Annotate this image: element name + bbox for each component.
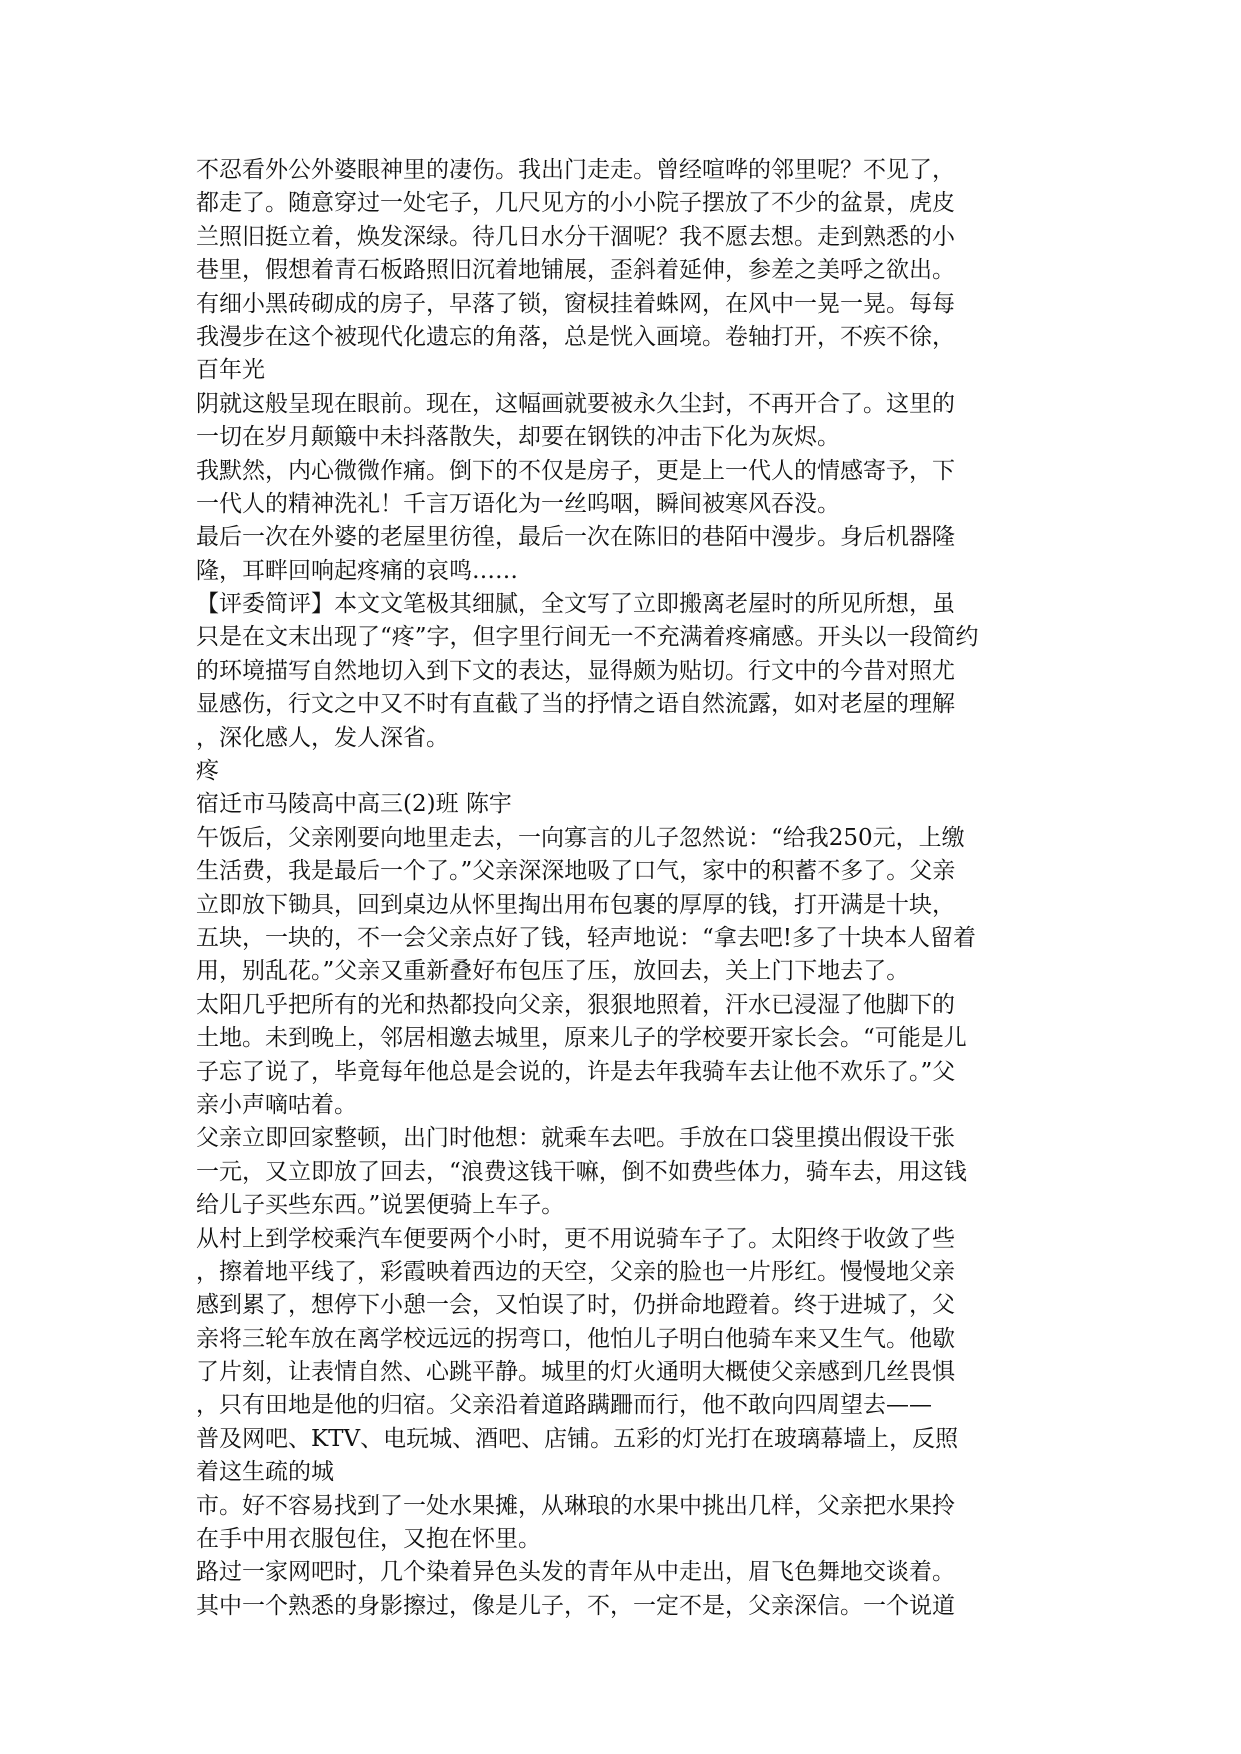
- text-line: 土地。未到晚上，邻居相邀去城里，原来儿子的学校要开家长会。“可能是儿: [196, 1025, 967, 1052]
- document-page: [196, 154, 1046, 1623]
- text-line: 巷里，假想着青石板路照旧沉着地铺展，歪斜着延伸，参差之美呼之欲出。: [196, 257, 955, 284]
- text-line: ，擦着地平线了，彩霞映着西边的天空，父亲的脸也一片彤红。慢慢地父亲: [196, 1258, 955, 1285]
- text-line: 阴就这般呈现在眼前。现在，这幅画就要被永久尘封，不再开合了。这里的: [196, 390, 955, 417]
- text-line: 一代人的精神洗礼！千言万语化为一丝呜咽，瞬间被寒风吞没。: [196, 490, 840, 517]
- text-line: 显感伤，行文之中又不时有直截了当的抒情之语自然流露，如对老屋的理解: [196, 691, 955, 718]
- text-line: 有细小黑砖砌成的房子，早落了锁，窗棂挂着蛛网，在风中一晃一晃。每每: [196, 290, 955, 317]
- text-line: ，只有田地是他的归宿。父亲沿着道路蹒跚而行，他不敢向四周望去——: [196, 1392, 932, 1419]
- text-line: 兰照旧挺立着，焕发深绿。待几日水分干涸呢？我不愿去想。走到熟悉的小: [196, 223, 955, 250]
- text-line: 在手中用衣服包住，又抱在怀里。: [196, 1526, 541, 1553]
- text-line: 其中一个熟悉的身影擦过，像是儿子，不，一定不是，父亲深信。一个说道: [196, 1592, 955, 1619]
- text-line: 生活费，我是最后一个了。”父亲深深地吸了口气，家中的积蓄不多了。父亲: [196, 858, 956, 885]
- text-line: 给儿子买些东西。”说罢便骑上车子。: [196, 1192, 565, 1219]
- text-line: 午饭后，父亲刚要向地里走去，一向寡言的儿子忽然说：“给我250元，上缴: [196, 824, 965, 851]
- text-line: 亲将三轮车放在离学校远远的拐弯口，他怕儿子明白他骑车来又生气。他歇: [196, 1325, 955, 1352]
- text-line: 用，别乱花。”父亲又重新叠好布包压了压，放回去，关上门下地去了。: [196, 958, 910, 985]
- text-line: 子忘了说了，毕竟每年他总是会说的，许是去年我骑车去让他不欢乐了。”父: [196, 1058, 956, 1085]
- text-line: 隆，耳畔回响起疼痛的哀鸣……: [196, 557, 518, 584]
- text-line: 普及网吧、KTV、电玩城、酒吧、店铺。五彩的灯光打在玻璃幕墙上，反照: [196, 1425, 959, 1452]
- text-line: 我漫步在这个被现代化遗忘的角落，总是恍入画境。卷轴打开，不疾不徐，: [196, 323, 955, 350]
- text-line: 感到累了，想停下小憩一会，又怕误了时，仍拼命地蹬着。终于进城了，父: [196, 1292, 955, 1319]
- text-line: 不忍看外公外婆眼神里的凄伤。我出门走走。曾经喧哗的邻里呢？不见了，: [196, 157, 955, 183]
- text-line: 疼: [196, 758, 219, 785]
- text-line: 一元，又立即放了回去，“浪费这钱干嘛，倒不如费些体力，骑车去，用这钱: [196, 1158, 967, 1185]
- text-line: 着这生疏的城: [196, 1459, 334, 1486]
- text-line: 市。好不容易找到了一处水果摊，从琳琅的水果中挑出几样，父亲把水果拎: [196, 1492, 955, 1519]
- text-line: 最后一次在外婆的老屋里彷徨，最后一次在陈旧的巷陌中漫步。身后机器隆: [196, 524, 955, 551]
- text-line: 了片刻，让表情自然、心跳平静。城里的灯火通明大概使父亲感到几丝畏惧: [196, 1359, 955, 1386]
- text-line: 我默然，内心微微作痛。倒下的不仅是房子，更是上一代人的情感寄予，下: [196, 457, 955, 484]
- text-line: 父亲立即回家整顿，出门时他想：就乘车去吧。手放在口袋里摸出假设干张: [196, 1125, 955, 1152]
- text-line: 的环境描写自然地切入到下文的表达，显得颇为贴切。行文中的今昔对照尤: [196, 657, 955, 684]
- text-line: 五块，一块的，不一会父亲点好了钱，轻声地说：“拿去吧!多了十块本人留着: [196, 924, 977, 951]
- text-line: 百年光: [196, 357, 265, 384]
- text-line: 一切在岁月颠簸中未抖落散失，却要在钢铁的冲击下化为灰烬。: [196, 424, 840, 451]
- text-line: 立即放下锄具，回到桌边从怀里掏出用布包裹的厚厚的钱，打开满是十块，: [196, 891, 955, 918]
- text-line: 只是在文末出现了“疼”字，但字里行间无一不充满着疼痛感。开头以一段简约: [196, 624, 979, 651]
- text-line: 【评委简评】本文文笔极其细腻，全文写了立即搬离老屋时的所见所想，虽: [196, 591, 955, 618]
- text-line: ，深化感人，发人深省。: [196, 724, 449, 751]
- text-line: 路过一家网吧时，几个染着异色头发的青年从中走出，眉飞色舞地交谈着。: [196, 1559, 955, 1586]
- text-line: 都走了。随意穿过一处宅子，几尺见方的小小院子摆放了不少的盆景，虎皮: [196, 190, 955, 217]
- text-line: 宿迁市马陵高中高三(2)班 陈宇: [196, 791, 512, 818]
- text-line: 亲小声嘀咕着。: [196, 1091, 357, 1118]
- text-line: 从村上到学校乘汽车便要两个小时，更不用说骑车子了。太阳终于收敛了些: [196, 1225, 955, 1252]
- text-line: 太阳几乎把所有的光和热都投向父亲，狠狠地照着，汗水已浸湿了他脚下的: [196, 991, 955, 1018]
